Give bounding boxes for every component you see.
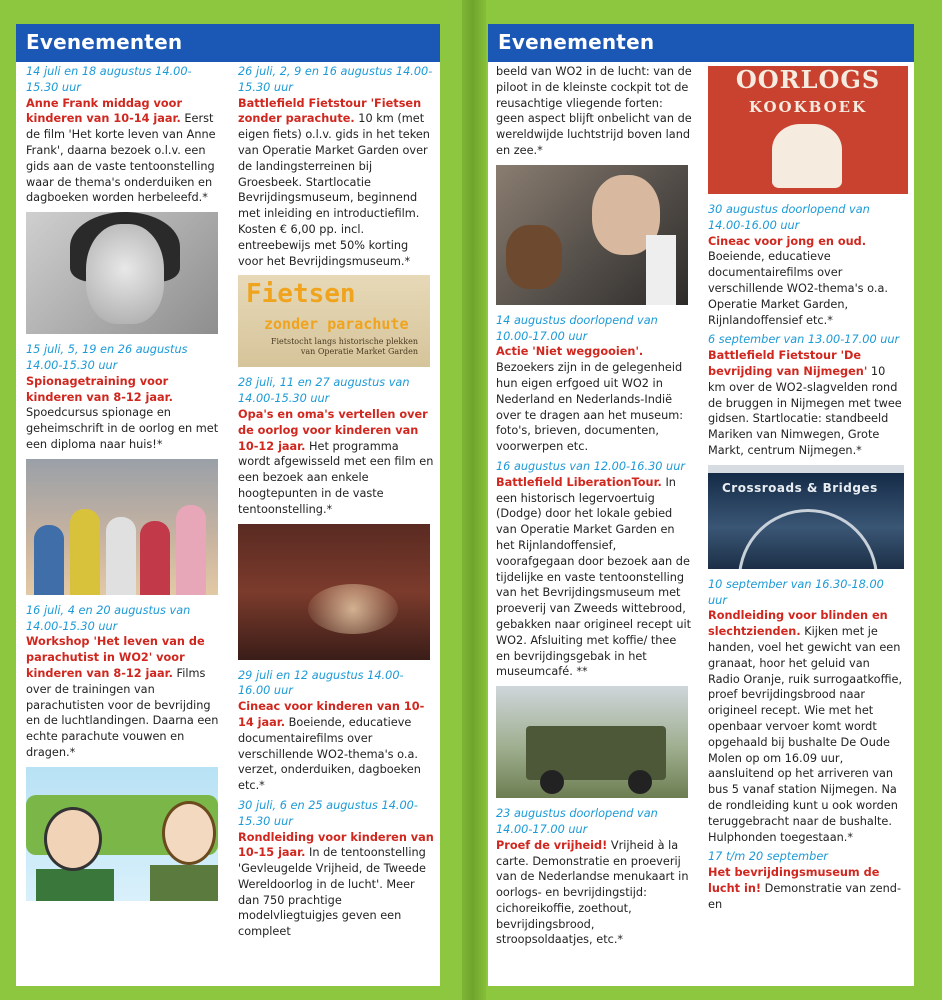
event-text: Demonstratie van zend- en bbox=[708, 881, 902, 911]
museum-room-photo bbox=[238, 524, 430, 660]
event-title: Actie 'Niet weggooien'. bbox=[496, 345, 644, 359]
event-date: 29 juli en 12 augustus 14.00-16.00 uur bbox=[238, 668, 404, 698]
event-date: 23 augustus doorlopend van 14.00-17.00 uur bbox=[496, 807, 658, 836]
event-date: 16 juli, 4 en 20 augustus van 14.00-15.30 uur bbox=[26, 603, 191, 633]
event-title: Proef de vrijheid! bbox=[496, 838, 608, 852]
event-text: Vrijheid à la carte. Demonstratie en proeverij van de Nederlandse menukaart in oorlogs- en bevrijdingstijd: cichoreikoffie, zoethout, bevrijdingsbrood, stroopsoldaatjes, etc.* bbox=[496, 838, 689, 947]
fietsen-subtitle: zonder parachute bbox=[264, 315, 409, 334]
fietsen-title: Fietsen bbox=[246, 279, 356, 310]
left-column-1 bbox=[26, 64, 222, 909]
event-museum-lucht-in bbox=[708, 849, 904, 912]
page-header: Evenementen bbox=[488, 24, 914, 62]
event-title: Spionagetraining voor kinderen van 8-12 jaar. bbox=[26, 374, 173, 404]
event-date: 6 september van 13.00-17.00 uur bbox=[708, 333, 900, 347]
event-text: In een historisch legervoertuig (Dodge) door het lokale gebied van Operatie Market Garden en het Rijnlandoffensief, voorafgegaan door bezoek aan de tijdelijke en vaste tentoonstelling van het Bevrijdingsmuseum met proeverij van Zweeds wittebrood, gebakken naar origineel recept uit WO2. Afsluiting met koffie/ thee en bevrijdingsgebak in het museumcafé. ** bbox=[496, 475, 692, 679]
event-cineac-kids bbox=[238, 668, 434, 794]
bridge-label: Crossroads & Bridges bbox=[722, 480, 878, 495]
kookboek-subtitle: KOOKBOEK bbox=[748, 98, 868, 116]
chef-illustration bbox=[772, 124, 842, 188]
event-text: Boeiende, educatieve documentairefilms over verschillende WO2-thema's o.a. verzet, onderduiken, dagboeken etc.* bbox=[238, 715, 421, 793]
oorlogs-kookboek-cover bbox=[708, 66, 908, 194]
children-photo bbox=[26, 459, 218, 595]
event-text: Het programma wordt afgewisseld met een film en een bezoek aan enkele hoogtepunten in de vaste tentoonstelling.* bbox=[238, 439, 434, 516]
event-date: 30 juli, 6 en 25 augustus 14.00-15.30 uur bbox=[238, 798, 418, 828]
spread-fold bbox=[462, 0, 486, 1000]
event-title: Het bevrijdingsmuseum de lucht in! bbox=[708, 866, 880, 895]
continued-text: beeld van WO2 in de lucht: van de piloot in de kleinste cockpit tot de reusachtige vliegende forten: geen aspect blijft onbelicht van de wereldwijde luchtstrijd boven land en zee.* bbox=[496, 65, 692, 157]
event-text: Spoedcursus spionage en geheimschrift in de oorlog en met een diploma naar huis!* bbox=[26, 406, 219, 451]
event-text: Bezoekers zijn in de gelegenheid hun eigen erfgoed uit WO2 in Nederland en Nederlands-Indië over te dragen aan het museum: foto's, brieven, documenten, voorwerpen etc. bbox=[496, 361, 684, 454]
event-title: Battlefield Fietstour 'Fietsen zonder parachute. bbox=[238, 96, 422, 126]
event-fietstour bbox=[238, 64, 434, 269]
event-title: Battlefield Fietstour 'De bevrijding van Nijmegen' bbox=[708, 349, 868, 378]
event-parachutist bbox=[26, 603, 222, 761]
right-page bbox=[488, 24, 914, 986]
event-opa-oma bbox=[238, 375, 434, 517]
event-rondleiding-blinden bbox=[708, 577, 904, 846]
fietsen-caption: Fietstocht langs historische plekken van Operatie Market Garden bbox=[270, 337, 418, 357]
event-text: Eerst de film 'Het korte leven van Anne Frank', daarna bezoek o.l.v. een gids aan de vaste tentoonstelling waar de thema's onderduiken en dagboeken worden herbeleefd.* bbox=[26, 112, 216, 205]
event-text: Boeiende, educatieve documentairefilms over verschillende WO2-thema's o.a. Operatie Market Garden, Rijnlandoffensief etc.* bbox=[708, 250, 888, 327]
event-niet-weggooien bbox=[496, 313, 692, 455]
event-date: 14 augustus doorlopend van 10.00-17.00 uur bbox=[496, 313, 658, 343]
fietsen-poster bbox=[238, 275, 430, 367]
event-date: 15 juli, 5, 19 en 26 augustus 14.00-15.30 uur bbox=[26, 343, 188, 372]
event-title: Workshop 'Het leven van de parachutist in WO2' voor kinderen van 8-12 jaar. bbox=[26, 635, 205, 680]
event-date: 14 juli en 18 augustus 14.00-15.30 uur bbox=[26, 65, 192, 94]
event-text: Kijken met je handen, voel het gewicht van een granaat, hoor het geluid van Radio Oranje, ruik surrogaatkoffie, proef bevrijdingsbrood naar origineel recept. Wie met het openbaar vervoer komt wordt opgehaald bij bushalte De Oude Molen op om 16.09 uur, aansluitend op het arriveren van bus 5 vanaf station Nijmegen. Na de rondleiding kunt u ook worden teruggebracht naar de bushalte. Hulphonden toegestaan.* bbox=[708, 625, 903, 844]
event-title: Rondleiding voor blinden en slechtzienden. bbox=[708, 609, 888, 639]
event-spionage bbox=[26, 342, 222, 453]
event-title: Battlefield LiberationTour. bbox=[496, 475, 662, 489]
anne-frank-photo bbox=[26, 212, 218, 334]
left-column-2 bbox=[238, 64, 434, 944]
page-header: Evenementen bbox=[16, 24, 440, 62]
event-text: 10 km over de WO2-slagvelden rond de bruggen in Nijmegen met twee gidsen. Startlocatie: standbeeld Mariken van Nimwegen, Grote Markt, centrum Nijmegen.* bbox=[708, 364, 902, 457]
event-anne-frank bbox=[26, 64, 222, 206]
event-cineac-jong-oud bbox=[708, 202, 904, 328]
event-liberation-tour bbox=[496, 459, 692, 680]
right-column-2 bbox=[708, 64, 904, 916]
kookboek-title: OORLOGS bbox=[735, 66, 881, 94]
event-date: 10 september van 16.30-18.00 uur bbox=[708, 577, 884, 607]
event-date: 17 t/m 20 september bbox=[708, 850, 828, 864]
event-title: Opa's en oma's vertellen over de oorlog voor kinderen van 10-12 jaar. bbox=[238, 407, 428, 453]
event-title: Cineac voor kinderen van 10-14 jaar. bbox=[238, 700, 425, 729]
parachutist-cartoon bbox=[26, 767, 218, 901]
event-title: Rondleiding voor kinderen van 10-15 jaar. bbox=[238, 830, 434, 860]
event-proef-vrijheid bbox=[496, 806, 692, 948]
event-text: 10 km (met eigen fiets) o.l.v. gids in het teken van Operatie Market Garden over de landingsterreinen bij Groesbeek. Startlocatie Bevrijdingsmuseum, beginnend met inleiding en introductiefilm. Kosten € 6,00 pp. incl. entreebewijs met 50% korting voor het Bevrijdingsmuseum.* bbox=[238, 112, 430, 268]
right-column-1 bbox=[496, 64, 692, 952]
event-text: In de tentoonstelling 'Gevleugelde Vrijheid, de Tweede Wereldoorlog in de lucht'. Meer dan 750 prachtige modelvliegtuigjes geven een compleet bbox=[238, 846, 426, 939]
event-text: Films over de trainingen van parachutisten voor de bevrijding en de luchtlandingen. Daarna een echte parachute vouwen en dragen.* bbox=[26, 666, 219, 759]
event-fietstour-nijmegen bbox=[708, 332, 904, 458]
left-page bbox=[16, 24, 440, 986]
event-rondleiding-kids bbox=[238, 798, 434, 940]
event-title: Cineac voor jong en oud. bbox=[708, 234, 867, 248]
event-date: 28 juli, 11 en 27 augustus van 14.00-15.30 uur bbox=[238, 376, 410, 406]
dodge-vehicle-photo bbox=[496, 686, 688, 798]
event-date: 30 augustus doorlopend van 14.00-16.00 uur bbox=[708, 203, 870, 232]
event-title: Anne Frank middag voor kinderen van 10-14 jaar. bbox=[26, 96, 183, 126]
event-date: 16 augustus van 12.00-16.30 uur bbox=[496, 459, 686, 473]
crossroads-bridges-photo bbox=[708, 465, 904, 569]
event-date: 26 juli, 2, 9 en 16 augustus 14.00-15.30 uur bbox=[238, 65, 433, 94]
pilot-helmet-photo bbox=[496, 165, 688, 305]
